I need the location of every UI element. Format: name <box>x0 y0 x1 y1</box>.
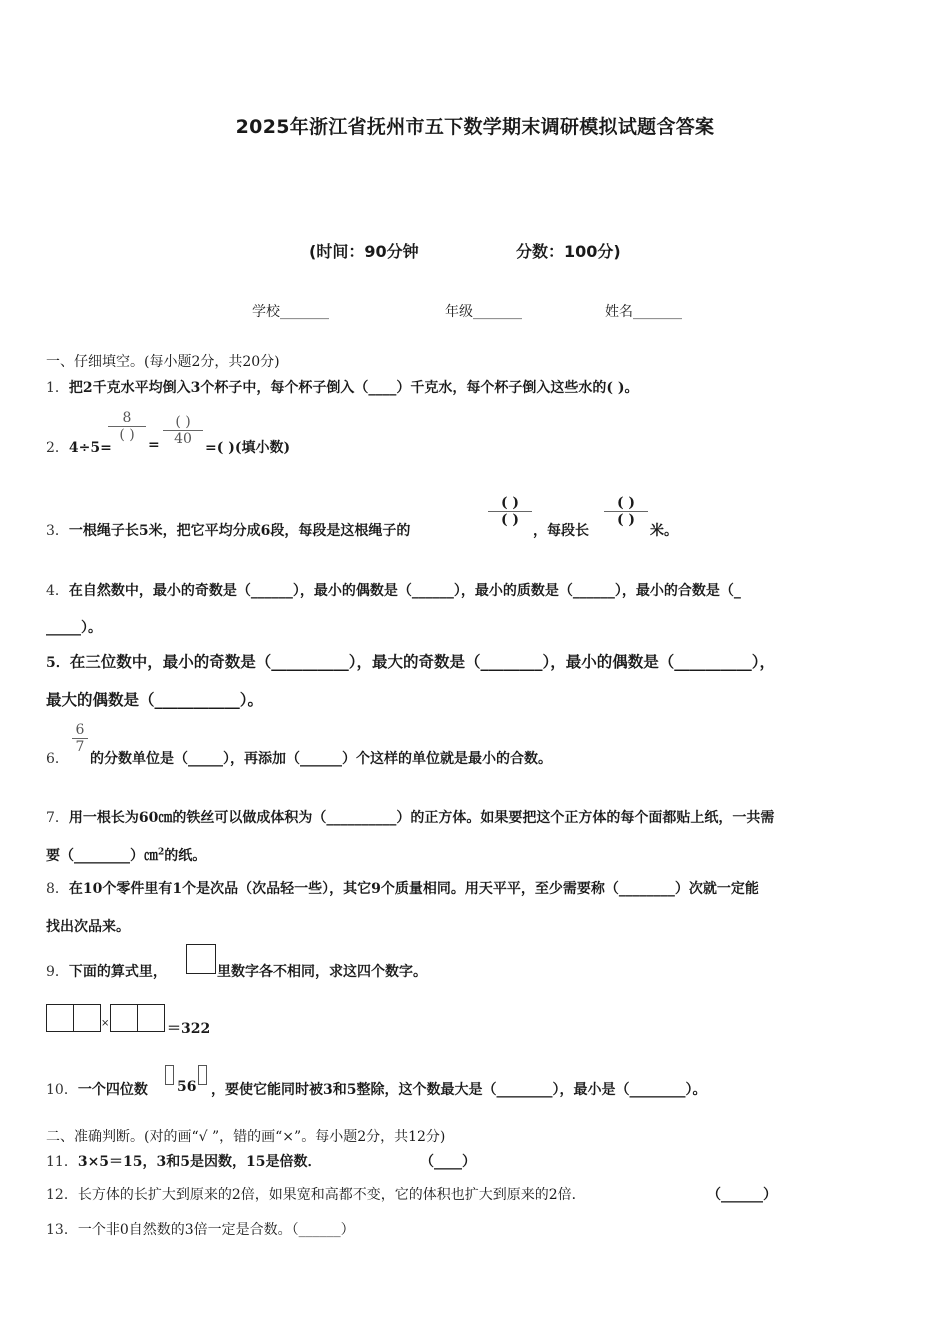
question-number: 10． <box>46 1082 78 1098</box>
question-text: 用一根长为60㎝的铁丝可以做成体积为（__________）的正方体。如果要把这个正方体的每个面都贴上纸，一共需 <box>68 810 775 826</box>
question-2 <box>46 437 112 457</box>
digit-box <box>110 1004 138 1032</box>
question-3 <box>46 520 410 540</box>
question-text: 里数字各不相同，求这四个数字。 <box>217 964 427 980</box>
question-tail: 米。 <box>650 523 678 539</box>
question-number: 9． <box>46 964 69 980</box>
digit-box <box>46 1004 74 1032</box>
question-4-line-2: _____）。 <box>46 620 102 636</box>
question-text: ，要使它能同时被3和5整除，这个数最大是（________），最小是（________）。 <box>211 1082 707 1098</box>
name-field: 姓名_______ <box>605 304 682 320</box>
time-limit: (时间：90分钟 <box>309 242 419 261</box>
fraction-numerator: 6 <box>75 722 85 738</box>
question-lead: 4÷5= <box>68 440 112 456</box>
question-text: 在自然数中，最小的奇数是（______），最小的偶数是（______），最小的质数是（______），最小的合数是（_ <box>68 583 741 599</box>
question-5-line-2: 最大的偶数是（___________）。 <box>46 690 264 709</box>
question-text: 把2千克水平均倒入3个杯子中，每个杯子倒入（____）千克水，每个杯子倒入这些水的( )。 <box>68 380 639 396</box>
question-number: 6． <box>46 751 69 767</box>
fraction-numerator: ( ) <box>175 414 191 430</box>
grade-field: 年级_______ <box>445 304 522 320</box>
question-text: 的分数单位是（_____），再添加（______）个这样的单位就是最小的合数。 <box>90 751 552 767</box>
fraction-numerator: ( ) <box>616 495 636 511</box>
question-text: 3×5＝15，3和5是因数，15是倍数． <box>77 1154 322 1170</box>
question-text: 一根绳子长5米，把它平均分成6段，每段是这根绳子的 <box>68 523 411 539</box>
fraction-numerator: 8 <box>122 410 132 426</box>
times-sign: × <box>101 1018 110 1029</box>
question-text: 在三位数中，最小的奇数是（__________），最大的奇数是（________），最小的偶数是（__________）， <box>69 652 776 671</box>
question-12 <box>46 1184 586 1204</box>
question-number: 11． <box>46 1154 78 1170</box>
answer-blank: （______） <box>707 1187 777 1203</box>
question-10 <box>46 1079 148 1099</box>
question-9 <box>46 961 167 981</box>
digit-box <box>73 1004 101 1032</box>
question-number: 3． <box>46 523 69 539</box>
question-mid: ，每段长 <box>533 523 589 539</box>
question-text: 要（________）㎝ <box>46 848 158 864</box>
digit-box <box>165 1065 174 1085</box>
question-number: 13． <box>46 1222 78 1238</box>
question-11 <box>46 1151 322 1171</box>
fraction <box>72 722 88 755</box>
fraction-denominator: ( ) <box>616 512 636 528</box>
question-7-line-2 <box>46 845 206 865</box>
fraction-denominator: 40 <box>174 431 192 447</box>
question-8 <box>46 878 759 898</box>
question-4 <box>46 580 741 600</box>
question-6 <box>46 748 69 768</box>
question-1 <box>46 377 639 397</box>
question-number: 12． <box>46 1187 78 1203</box>
fraction-denominator: ( ) <box>500 512 520 528</box>
digit-box <box>137 1004 165 1032</box>
question-number: 4． <box>46 583 69 599</box>
question-number: 2． <box>46 440 69 456</box>
question-tail: =( )(填小数) <box>205 440 291 456</box>
equals-sign: = <box>148 437 160 453</box>
question-number: 5． <box>46 655 70 671</box>
question-text: 的纸。 <box>164 848 207 864</box>
question-lead: 一个四位数 <box>77 1082 148 1098</box>
fraction <box>108 410 146 443</box>
fraction <box>163 414 203 447</box>
fraction <box>604 495 648 528</box>
question-5 <box>46 650 775 672</box>
question-number: 7． <box>46 810 69 826</box>
fraction-numerator: ( ) <box>500 495 520 511</box>
question-number: 1． <box>46 380 69 396</box>
question-lead: 下面的算式里， <box>68 964 167 980</box>
fraction-denominator: ( ) <box>119 427 135 443</box>
question-13 <box>46 1219 355 1239</box>
question-number: 8． <box>46 881 69 897</box>
page-title: 2025年浙江省抚州市五下数学期末调研模拟试题含答案 <box>235 116 715 138</box>
question-7 <box>46 807 774 827</box>
digit-box-icon <box>186 944 216 974</box>
section-1-header: 一、仔细填空。(每小题2分，共20分) <box>46 354 280 370</box>
superscript: 2 <box>158 847 165 858</box>
equation-result: ＝322 <box>167 1021 211 1037</box>
digit-box <box>198 1065 207 1085</box>
answer-blank: （____） <box>420 1154 476 1170</box>
question-text: 在10个零件里有1个是次品（次品轻一些），其它9个质量相同。用天平平，至少需要称（________）次就一定能 <box>68 881 759 897</box>
question-text: 一个非0自然数的3倍一定是合数。（______） <box>77 1222 355 1238</box>
number-fragment: 56 <box>177 1079 197 1095</box>
total-score: 分数：100分) <box>516 242 621 261</box>
question-text: 长方体的长扩大到原来的2倍，如果宽和高都不变，它的体积也扩大到原来的2倍． <box>77 1187 586 1203</box>
fraction <box>488 495 532 528</box>
fraction-denominator: 7 <box>75 739 85 755</box>
section-2-header: 二、准确判断。(对的画“√ ”，错的画“×”。每小题2分，共12分) <box>46 1129 446 1145</box>
school-field: 学校_______ <box>252 304 329 320</box>
question-8-line-2: 找出次品来。 <box>46 919 130 935</box>
